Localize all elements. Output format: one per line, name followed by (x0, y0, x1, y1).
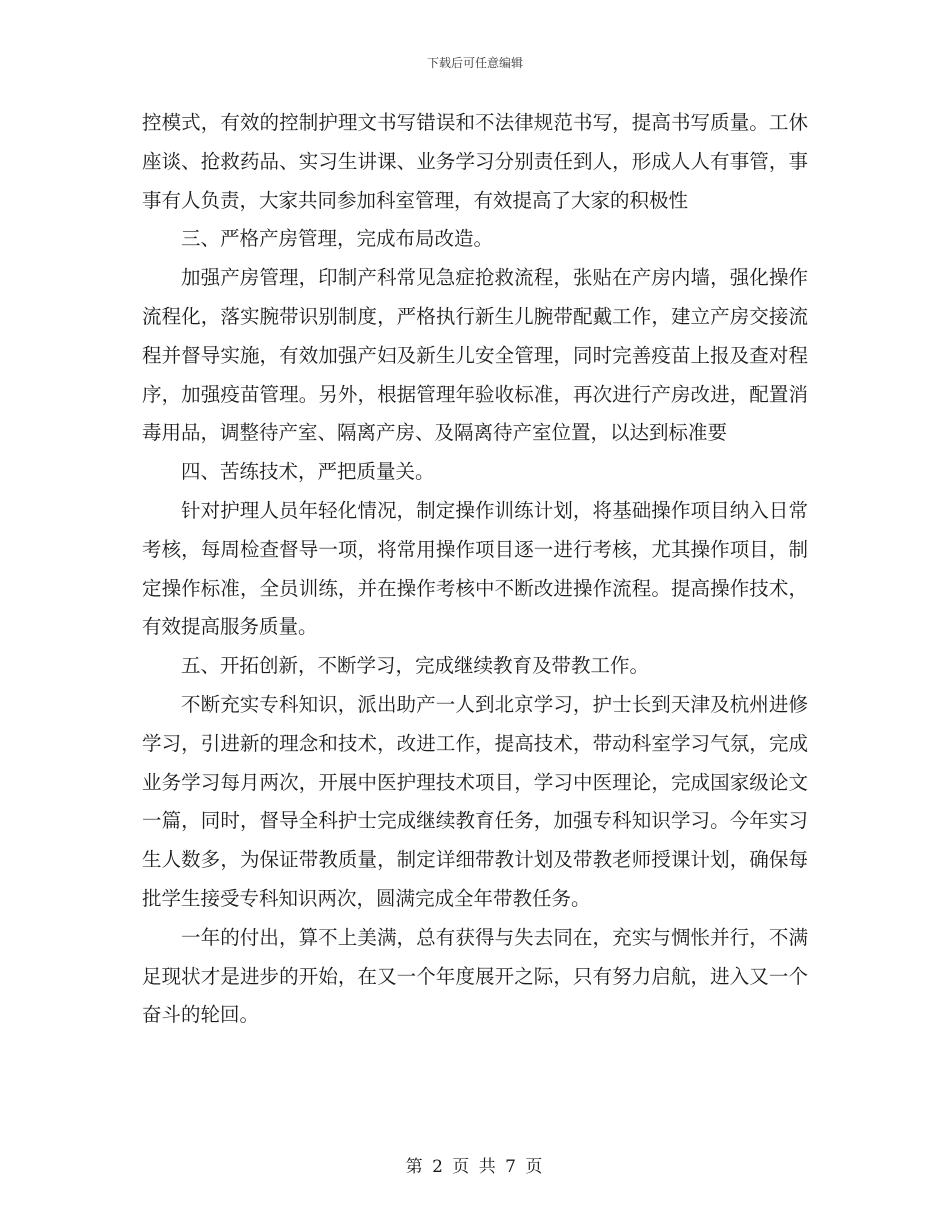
section-heading-5: 五、开拓创新，不断学习，完成继续教育及带教工作。 (181, 654, 650, 678)
section-heading-3: 三、严格产房管理，完成布局改造。 (181, 227, 494, 251)
paragraph: 不断充实专科知识，派出助产一人到北京学习，护士长到天津及杭州进修学习，引进新的理念和技术，改进工作，提高技术，带动科室学习气氛，完成业务学习每月两次，开展中医护理技术项目，学习中医理论，完成国家级论文一篇，同时，督导全科护士完成继续教育任务，加强专科知识学习。今年实习生人数多，为保证带教质量，制定详细带教计划及带教老师授课计划，确保每批学生接受专科知识两次，圆满完成全年带教任务。 (142, 692, 808, 910)
paragraph: 控模式，有效的控制护理文书写错误和不法律规范书写，提高书写质量。工休座谈、抢救药品、实习生讲课、业务学习分别责任到人，形成人人有事管，事事有人负责，大家共同参加科室管理，有效提高了大家的积极性 (142, 111, 808, 212)
document-body (142, 104, 808, 1035)
page-number: 第 2 页 共 7 页 (405, 1157, 545, 1177)
paragraph: 针对护理人员年轻化情况，制定操作训练计划，将基础操作项目纳入日常考核，每周检查督导一项，将常用操作项目逐一进行考核，尤其操作项目，制定操作标准，全员训练，并在操作考核中不断改进操作流程。提高操作技术，有效提高服务质量。 (142, 498, 808, 639)
page-header-note: 下载后可任意编辑 (426, 56, 523, 70)
closing-paragraph: 一年的付出，算不上美满，总有获得与失去同在，充实与惆怅并行，不满足现状才是进步的开始，在又一个年度展开之际，只有努力启航，进入又一个奋斗的轮回。 (142, 925, 808, 1027)
section-heading-4: 四、苦练技术，严把质量关。 (181, 460, 435, 484)
paragraph: 加强产房管理，印制产科常见急症抢救流程，张贴在产房内墙，强化操作流程化，落实腕带识别制度，严格执行新生儿腕带配戴工作，建立产房交接流程并督导实施，有效加强产妇及新生儿安全管理，同时完善疫苗上报及查对程序，加强疫苗管理。另外，根据管理年验收标准，再次进行产房改进，配置消毒用品，调整待产室、隔离产房、及隔离待产室位置，以达到标准要 (142, 266, 808, 445)
